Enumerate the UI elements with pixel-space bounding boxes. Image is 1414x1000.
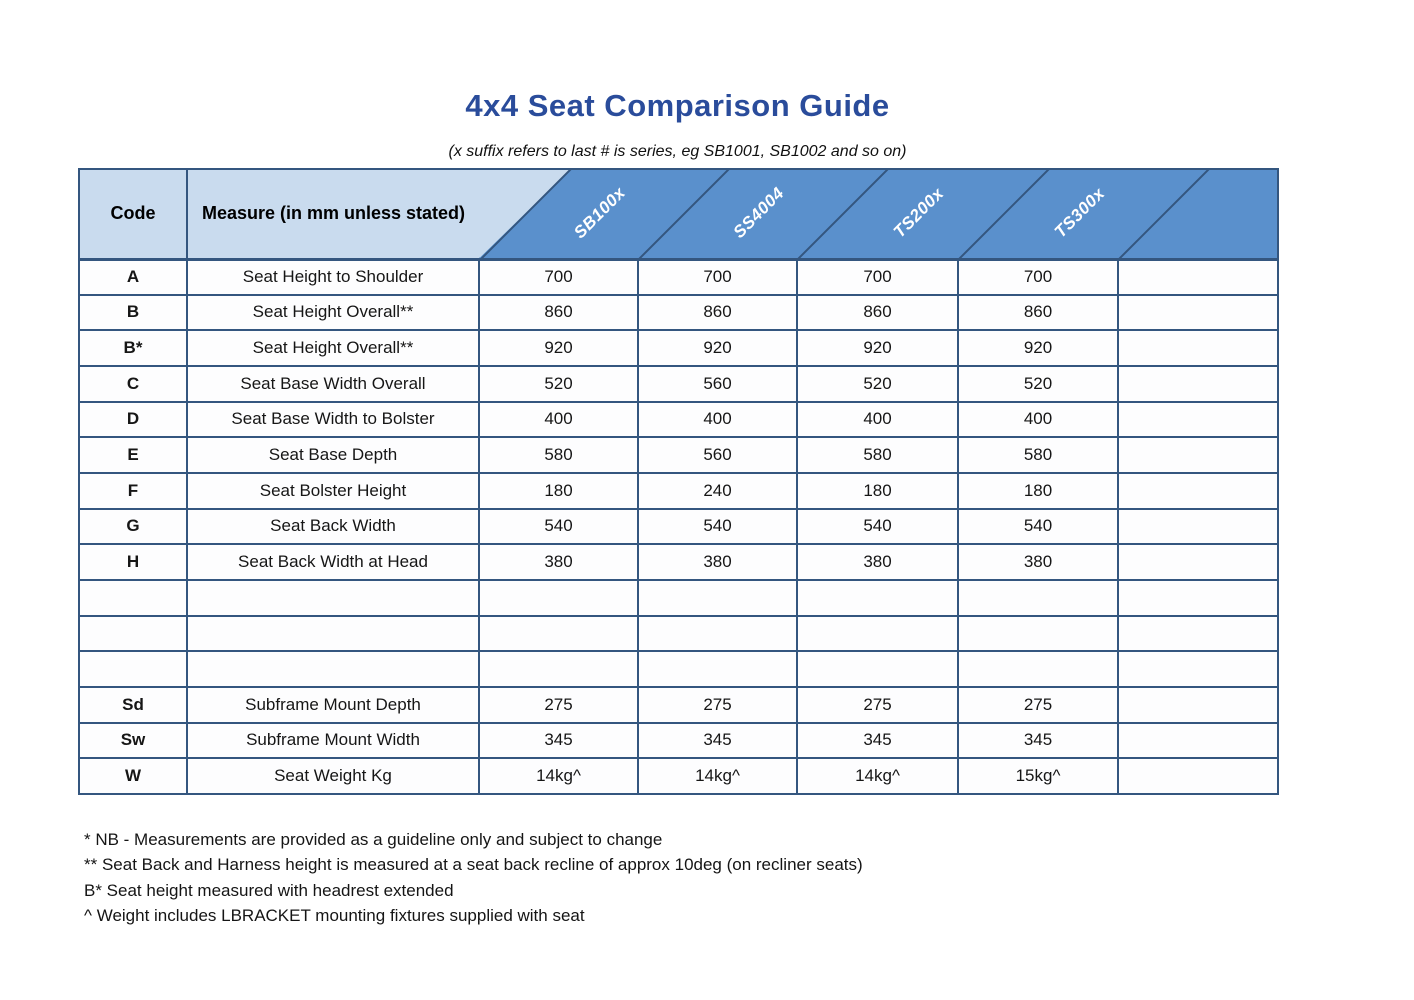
row-code: C [79, 366, 187, 402]
cell-value-ts300x: 345 [958, 723, 1118, 759]
cell-value-ts200x [797, 580, 958, 616]
cell-empty-column [1118, 758, 1278, 794]
row-measure: Seat Back Width [187, 509, 479, 545]
cell-value-ts300x: 400 [958, 402, 1118, 438]
row-code: W [79, 758, 187, 794]
cell-value-ts300x: 15kg^ [958, 758, 1118, 794]
cell-empty-column [1118, 580, 1278, 616]
cell-value-ts300x: 180 [958, 473, 1118, 509]
page-subtitle: (x suffix refers to last # is series, eg SB1001, SB1002 and so on) [448, 143, 907, 160]
cell-value-ss4004: 380 [638, 544, 797, 580]
row-measure: Seat Height to Shoulder [187, 259, 479, 295]
cell-empty-column [1118, 509, 1278, 545]
row-code: B* [79, 330, 187, 366]
cell-value-ss4004: 240 [638, 473, 797, 509]
cell-empty-column [1118, 402, 1278, 438]
cell-value-ts300x: 520 [958, 366, 1118, 402]
row-code [79, 651, 187, 687]
table-row [79, 259, 1278, 295]
cell-value-ts200x: 580 [797, 437, 958, 473]
cell-value-ts200x [797, 651, 958, 687]
table-row [79, 509, 1278, 545]
cell-value-sb100x: 520 [479, 366, 638, 402]
footnote-weight: ^ Weight includes LBRACKET mounting fixtures supplied with seat [84, 906, 585, 926]
cell-value-sb100x: 580 [479, 437, 638, 473]
row-measure: Seat Height Overall** [187, 330, 479, 366]
cell-value-ss4004 [638, 651, 797, 687]
cell-value-ss4004 [638, 580, 797, 616]
cell-value-sb100x: 380 [479, 544, 638, 580]
cell-value-ss4004: 560 [638, 366, 797, 402]
cell-value-ss4004: 540 [638, 509, 797, 545]
cell-value-ss4004: 275 [638, 687, 797, 723]
comparison-table [78, 168, 1277, 795]
row-code: D [79, 402, 187, 438]
cell-value-ts200x: 345 [797, 723, 958, 759]
table-row [79, 437, 1278, 473]
product-header-ts300x: TS300x [1050, 183, 1109, 242]
footnote-seatback-recline: ** Seat Back and Harness height is measured at a seat back recline of approx 10deg (on recliner seats) [84, 855, 863, 875]
row-code: G [79, 509, 187, 545]
cell-value-ss4004: 560 [638, 437, 797, 473]
cell-value-ts200x: 380 [797, 544, 958, 580]
cell-value-ts300x: 700 [958, 259, 1118, 295]
cell-value-ss4004: 14kg^ [638, 758, 797, 794]
table-row [79, 473, 1278, 509]
row-code: B [79, 295, 187, 331]
cell-value-ts300x: 540 [958, 509, 1118, 545]
cell-value-ts300x: 580 [958, 437, 1118, 473]
cell-value-ss4004: 345 [638, 723, 797, 759]
cell-empty-column [1118, 295, 1278, 331]
row-measure: Subframe Mount Depth [187, 687, 479, 723]
page-title: 4x4 Seat Comparison Guide [465, 88, 890, 123]
table-row [79, 295, 1278, 331]
table-row [79, 330, 1278, 366]
row-code: Sd [79, 687, 187, 723]
table-row [79, 544, 1278, 580]
cell-value-ss4004 [638, 616, 797, 652]
cell-empty-column [1118, 616, 1278, 652]
cell-value-ss4004: 400 [638, 402, 797, 438]
footnote-headrest: B* Seat height measured with headrest extended [84, 880, 454, 900]
row-measure: Subframe Mount Width [187, 723, 479, 759]
cell-value-ss4004: 920 [638, 330, 797, 366]
cell-value-ts300x [958, 580, 1118, 616]
cell-empty-column [1118, 723, 1278, 759]
table-row [79, 758, 1278, 794]
cell-value-sb100x: 540 [479, 509, 638, 545]
cell-value-sb100x: 180 [479, 473, 638, 509]
col-header-code: Code [79, 169, 187, 259]
cell-value-sb100x [479, 580, 638, 616]
cell-value-ts200x: 180 [797, 473, 958, 509]
cell-value-ts200x: 700 [797, 259, 958, 295]
cell-value-sb100x [479, 651, 638, 687]
cell-value-ts300x [958, 616, 1118, 652]
table-row [79, 723, 1278, 759]
cell-value-ss4004: 700 [638, 259, 797, 295]
table-row [79, 580, 1278, 616]
row-measure [187, 616, 479, 652]
table-row [79, 687, 1278, 723]
product-header-sb100x: SB100x [570, 183, 630, 243]
cell-empty-column [1118, 544, 1278, 580]
row-code: E [79, 437, 187, 473]
cell-empty-column [1118, 651, 1278, 687]
cell-empty-column [1118, 437, 1278, 473]
cell-empty-column [1118, 473, 1278, 509]
cell-empty-column [1118, 366, 1278, 402]
row-measure: Seat Base Width Overall [187, 366, 479, 402]
product-header-ts200x: TS200x [889, 183, 948, 242]
cell-value-sb100x [479, 616, 638, 652]
cell-value-ts300x [958, 651, 1118, 687]
cell-value-ts300x: 920 [958, 330, 1118, 366]
cell-value-sb100x: 860 [479, 295, 638, 331]
row-measure: Seat Base Width to Bolster [187, 402, 479, 438]
row-measure: Seat Base Depth [187, 437, 479, 473]
row-code: Sw [79, 723, 187, 759]
product-header-ss4004: SS4004 [729, 183, 788, 242]
cell-value-ts200x: 275 [797, 687, 958, 723]
cell-value-sb100x: 700 [479, 259, 638, 295]
table-row [79, 616, 1278, 652]
row-code [79, 616, 187, 652]
cell-value-sb100x: 14kg^ [479, 758, 638, 794]
footnotes [84, 827, 1184, 929]
cell-value-ss4004: 860 [638, 295, 797, 331]
table-body [79, 259, 1278, 794]
row-measure: Seat Weight Kg [187, 758, 479, 794]
footnote-guideline: * NB - Measurements are provided as a guideline only and subject to change [84, 830, 663, 849]
cell-value-ts200x [797, 616, 958, 652]
table-row [79, 366, 1278, 402]
row-measure [187, 651, 479, 687]
cell-value-sb100x: 275 [479, 687, 638, 723]
table-row [79, 402, 1278, 438]
cell-empty-column [1118, 259, 1278, 295]
cell-empty-column [1118, 687, 1278, 723]
cell-value-sb100x: 345 [479, 723, 638, 759]
cell-value-ts200x: 920 [797, 330, 958, 366]
cell-value-ts200x: 520 [797, 366, 958, 402]
table-row [79, 651, 1278, 687]
header-row [79, 169, 1278, 259]
cell-value-ts300x: 275 [958, 687, 1118, 723]
row-code: H [79, 544, 187, 580]
row-measure: Seat Back Width at Head [187, 544, 479, 580]
cell-value-ts200x: 14kg^ [797, 758, 958, 794]
product-header-band [479, 169, 1278, 259]
row-measure [187, 580, 479, 616]
cell-value-ts300x: 380 [958, 544, 1118, 580]
seat-comparison-table [78, 168, 1279, 795]
row-code [79, 580, 187, 616]
cell-value-ts200x: 860 [797, 295, 958, 331]
cell-value-ts200x: 540 [797, 509, 958, 545]
row-measure: Seat Height Overall** [187, 295, 479, 331]
col-header-measure: Measure (in mm unless stated) [187, 169, 479, 259]
row-measure: Seat Bolster Height [187, 473, 479, 509]
row-code: F [79, 473, 187, 509]
row-code: A [79, 259, 187, 295]
cell-value-sb100x: 400 [479, 402, 638, 438]
product-header-band-inner [479, 170, 1277, 258]
cell-empty-column [1118, 330, 1278, 366]
cell-value-sb100x: 920 [479, 330, 638, 366]
cell-value-ts200x: 400 [797, 402, 958, 438]
cell-value-ts300x: 860 [958, 295, 1118, 331]
